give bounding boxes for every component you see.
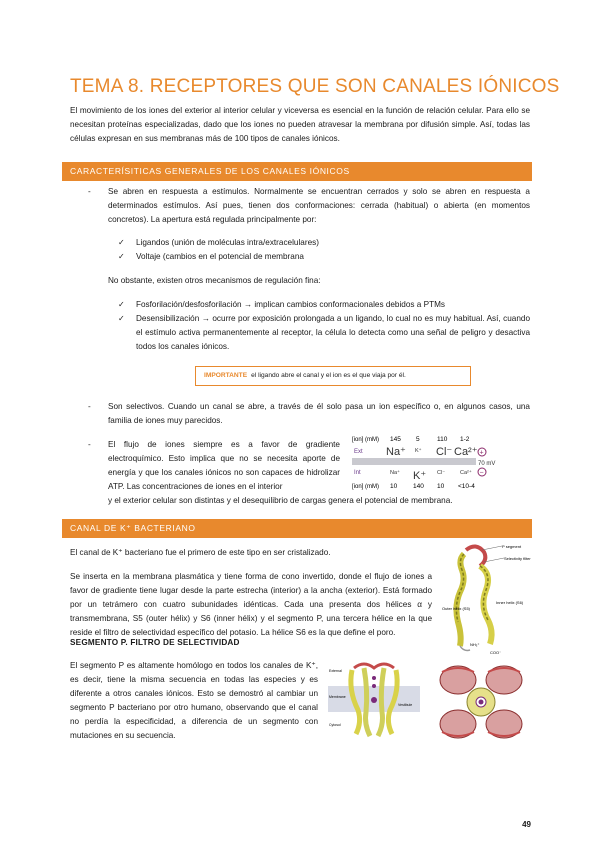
fig-label: Cytosol	[329, 723, 341, 727]
membrane-bar	[352, 458, 476, 465]
list-item-gradient	[88, 438, 340, 496]
row-label-bottom: [ion] (mM)	[352, 484, 379, 490]
plus-sign: +	[479, 449, 484, 457]
int-ion: Ca²⁺	[460, 470, 472, 476]
fig-label: COO⁻	[490, 650, 502, 655]
ext-ion: Cl⁻	[436, 446, 453, 458]
page-title: TEMA 8. RECEPTORES QUE SON CANALES IÓNICOS	[70, 76, 560, 97]
voltage-label: 70 mV	[478, 461, 496, 467]
list-item-text: Se abren en respuesta a estímulos. Normalmente se encuentran cerrados y solo se abren en respuesta a determinados estímulos. Así pues, tienen dos conformaciones: cerrada (habitual) o abierta (en momentos concretos). La apertura está regulada principalmente por:	[108, 187, 530, 224]
p-segment-shape	[466, 546, 485, 566]
check-item-text: Ligandos (unión de moléculas intra/extracelulares)	[136, 238, 319, 247]
ion-dot	[372, 676, 376, 680]
row-label-top: [ion] (mM)	[352, 437, 379, 443]
list-item-text: Son selectivos. Cuando un canal se abre, a través de él solo pasa un ion específico o, en algunos casos, una familia de iones muy parecidos.	[108, 402, 530, 425]
important-label: IMPORTANTE	[204, 372, 248, 379]
bottom-value: 10	[437, 483, 445, 490]
k-channel-subunit-figure	[440, 540, 536, 656]
ion-dot	[372, 684, 376, 688]
fig-label: Inner helix (S6)	[496, 600, 524, 605]
check-item-desensitization	[118, 312, 530, 356]
section-heading-k-channel: CANAL DE K⁺ BACTERIANO	[62, 519, 532, 538]
helix-shape	[378, 668, 384, 736]
helix-shape	[364, 668, 370, 736]
p-loop-shape	[354, 664, 394, 668]
minus-sign: −	[479, 469, 484, 477]
checkmark-icon: ✓	[118, 252, 125, 261]
checkmark-icon: ✓	[118, 238, 125, 247]
fig-label: Outer helix (S5)	[442, 606, 471, 611]
ion-concentration-figure	[350, 432, 500, 494]
outer-helix-shape	[456, 554, 464, 646]
check-item-text: Fosforilación/desfosforilación → implican cambios conformacionales debidos a PTMs	[136, 300, 445, 309]
fig-label: Membrane	[329, 695, 346, 699]
fig-label: P segment	[502, 544, 522, 549]
ext-ion: Na⁺	[386, 446, 406, 458]
channel-membrane-figure	[328, 660, 420, 740]
k-channel-intro: El canal de K⁺ bacteriano fue el primero de este tipo en ser cristalizado.	[70, 548, 331, 557]
label-line	[482, 546, 502, 550]
dash-bullet: -	[88, 402, 91, 411]
int-ion: Na⁺	[390, 470, 400, 476]
bottom-value: 10	[390, 483, 398, 490]
top-value: 1-2	[460, 436, 470, 443]
ion-dot	[479, 700, 484, 705]
dash-bullet: -	[88, 440, 91, 449]
important-text: el ligando abre el canal y el ion es el que viaja por él.	[251, 372, 406, 379]
check-item-text: Voltaje (cambios en el potencial de membrana	[136, 252, 304, 261]
fig-label: Vestibule	[398, 703, 413, 707]
checkmark-icon: ✓	[118, 300, 125, 309]
inner-helix-shape	[480, 566, 492, 644]
gradient-continuation: y el exterior celular son distintas y el desequilibrio de cargas genera el potencial de membrana.	[108, 496, 453, 505]
important-callout	[195, 366, 471, 386]
subheading-p-segment: SEGMENTO P. FILTRO DE SELECTIVIDAD	[70, 638, 240, 647]
intro-paragraph: El movimiento de los iones del exterior al interior celular y viceversa es esencial en la función de relación celular. Para ello se necesitan proteínas especializadas, dado que los iones no pueden atravesar la membrana por difusión simple. Así, todas las células expresan en sus membranas más de 100 tipos de canales iónicos.	[70, 106, 530, 143]
fig-label: NH₃⁺	[470, 642, 480, 647]
dash-bullet: -	[88, 187, 91, 196]
top-value: 145	[390, 436, 401, 443]
channel-top-view-figure	[428, 660, 534, 744]
k-channel-description: Se inserta en la membrana plasmática y tiene forma de cono invertido, donde el flujo de iones a favor de gradiente tiene lugar desde la parte estrecha (interior) a la ancha (exterior). Está formado por un tetrámero con cuatro subunidades idénticas. Cada una presenta dos hélices α y transmembrana, S5 (outer hélix) y S6 (inner hélix) y el segmento P, una tercera hélice en la que reside el filtro de selectividad específico del potasio. La hélice S6 es la que define el poro.	[70, 572, 432, 637]
bottom-value: <10-4	[458, 483, 475, 490]
fig-label: External	[329, 669, 342, 673]
ion-dot	[371, 697, 377, 703]
list-item-text: El flujo de iones siempre es a favor de gradiente electroquímico. Esto implica que no se necesita aporte de energía y que los canales iónicos no son capaces de hidrolizar ATP. Las concentraciones de iones en el interior	[108, 440, 340, 491]
int-label: Int	[354, 470, 361, 476]
list-item-selective	[88, 400, 530, 430]
top-value: 5	[416, 436, 420, 443]
ext-label: Ext	[354, 449, 363, 455]
p-segment-paragraph: El segmento P es altamente homólogo en todos los canales de K⁺, es decir, tiene la misma secuencia en todas las especies y es diferente a otros canales iónicos. Esto se demostró al cambiar un segmento P bacteriano por otro humano, observando que el canal no perdía la especificidad, a diferencia de un segmento con mutaciones en su secuencia.	[70, 661, 318, 740]
top-value: 110	[437, 436, 448, 443]
fig-label: Selectivity filter	[504, 556, 531, 561]
int-ion: Cl⁻	[437, 470, 446, 476]
check-item-text: Desensibilización → ocurre por exposición prolongada a un ligando, lo cual no es muy habitual. Así, cuando el estímulo activa permanentemente al receptor, la célula lo detecta como una señal de peligro y desactiva todos los canales iónicos.	[136, 314, 530, 351]
int-ion: K⁺	[413, 470, 427, 482]
checkmark-icon: ✓	[118, 314, 125, 323]
terminal-loop	[460, 646, 470, 651]
list-item-stimuli	[88, 185, 530, 229]
ext-ion: K⁺	[415, 448, 422, 454]
section-heading-general: CARACTERÍSITICAS GENERALES DE LOS CANALES IÓNICOS	[62, 162, 532, 181]
bottom-value: 140	[413, 483, 424, 490]
no-obstante-text: No obstante, existen otros mecanismos de regulación fina:	[108, 276, 321, 285]
ext-ion: Ca²⁺	[454, 446, 478, 458]
page-number: 49	[522, 820, 531, 829]
